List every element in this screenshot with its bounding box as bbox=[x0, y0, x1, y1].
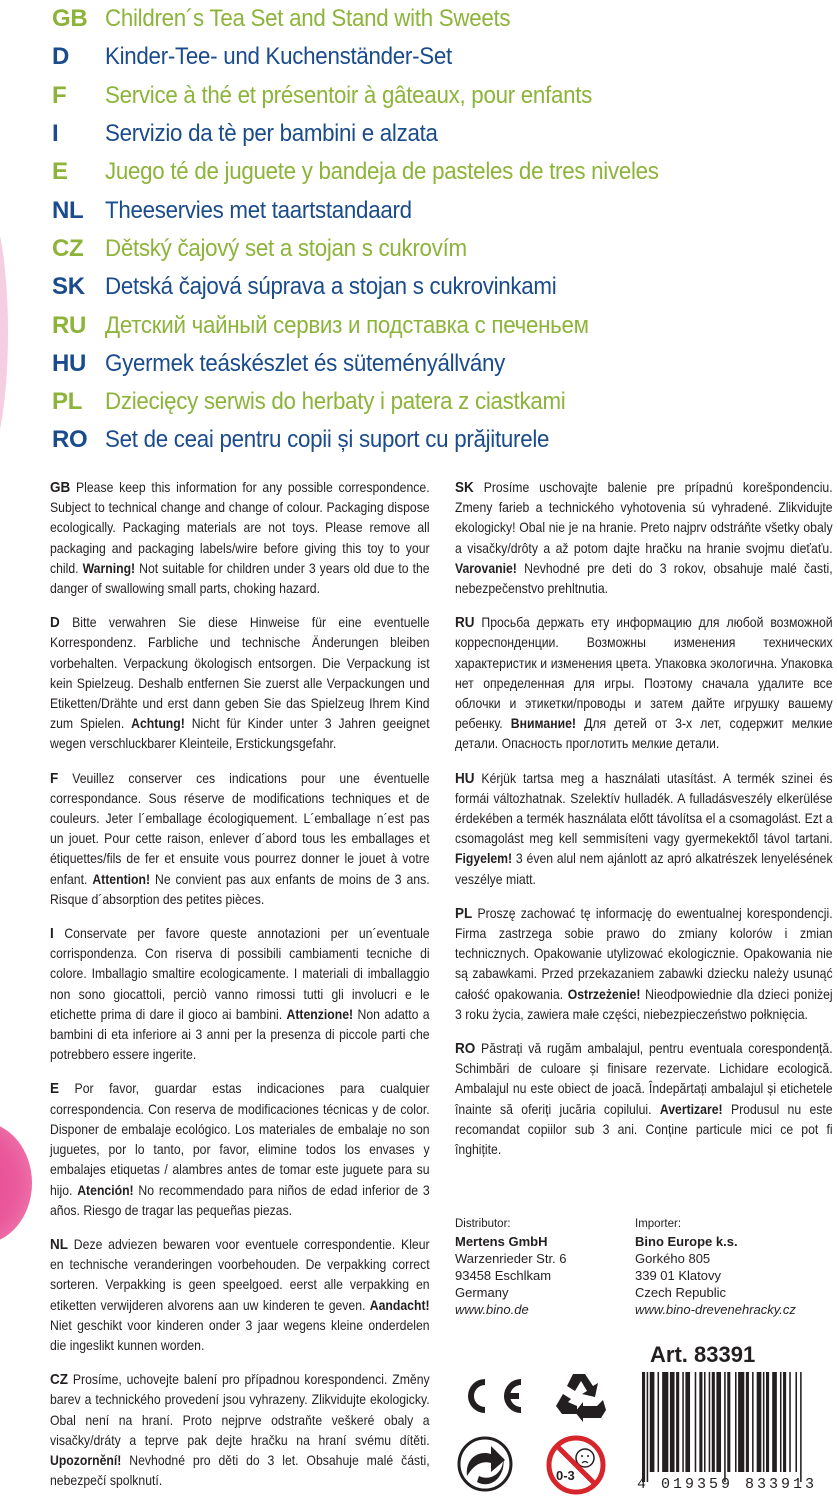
language-code: HU bbox=[52, 349, 87, 377]
notice-text: Păstrați vă rugăm ambalajul, pentru eventuala corespondență. Schimbări de culoare și finisare rezervate. Lichidare ecologică. Ambalajul nu este obiect de joacă. Îndepărtați ambalajul și etichetele înainte să oferiți jucăria copilului. bbox=[455, 1041, 833, 1117]
decorative-pink-shape-bottom bbox=[0, 1122, 32, 1244]
not-for-children-under-3-icon bbox=[545, 1434, 607, 1496]
language-code: GB bbox=[50, 479, 71, 496]
safety-notice-hu bbox=[455, 769, 833, 890]
notice-text: Por favor, guardar estas indicaciones para cualquier correspondencia. Con reserva de modificaciones técnicas y de color. Disponer de embalaje ecológico. Los materiales de embalaje no son juguetes, por lo tanto, por favor, elimine todos los envases y embalajes etiquetas / alambres antes de tomar este juguete para su hijo. bbox=[50, 1081, 430, 1198]
product-title: Juego té de juguete y bandeja de pasteles de tres niveles bbox=[105, 158, 659, 186]
warning-text: 3 éven alul nem ajánlott az apró alkatrészek lenyelésének veszélye miatt. bbox=[455, 851, 833, 887]
notice-text: Deze adviezen bewaren voor eventuele correspondentie. Kleur en technische veranderingen voorbehouden. De verpakking correct sorteren. Verpakking is geen speelgoed. eerst alle verpakking en etiketten verwijderen alvorens aan uw kinderen te geven. bbox=[50, 1236, 430, 1313]
warning-label: Aandacht! bbox=[369, 1297, 430, 1313]
product-title: Детский чайный сервиз и подставка с печеньем bbox=[105, 311, 589, 339]
language-code: D bbox=[52, 43, 70, 71]
title-row-gb bbox=[52, 0, 832, 38]
language-code: PL bbox=[455, 904, 473, 922]
safety-notice-d bbox=[50, 613, 430, 754]
safety-notice-e bbox=[50, 1079, 430, 1220]
language-code: RO bbox=[52, 426, 88, 454]
contact-block bbox=[455, 1216, 835, 1318]
warning-text: Non adatto a bambini di eta inferiore ai 3 anni per la presenza di piccole parti che potrebbero essere ingerite. bbox=[50, 1006, 430, 1063]
title-row-d bbox=[52, 38, 832, 76]
warning-text: Для детей от 3-х лет, содержит мелкие детали. Опасность проглотить мелкие детали. bbox=[455, 716, 833, 752]
importer-label: Importer: bbox=[635, 1218, 682, 1230]
notice-text: Please keep this information for any possible correspondence. Subject to technical change and change of colour. Packaging dispose ecologically. Packaging materials are not toys. Please remove all packaging and packaging labels/wire before giving this toy to your child. bbox=[50, 480, 430, 576]
notice-text: Просьба держать ету информацию для любой возможной корреспонденции. Возможны изменения технических характеристик и изменения цвета. Упаковка экологична. Упаковка нет определенная для игры. Поэтому сначала удалите все облочки и этикетки/проводы и затем дайте игрушку вашему ребенку. bbox=[455, 615, 833, 732]
warning-label: Upozornění! bbox=[50, 1452, 122, 1468]
language-code: F bbox=[50, 769, 59, 787]
warning-label: Varovanie! bbox=[455, 560, 517, 576]
title-row-f bbox=[52, 77, 832, 115]
language-code: E bbox=[50, 1080, 60, 1098]
warning-label: Avertizare! bbox=[659, 1101, 723, 1117]
language-code: CZ bbox=[52, 234, 84, 262]
warning-label: Attention! bbox=[92, 871, 151, 887]
importer-block bbox=[635, 1216, 835, 1318]
notice-text: Prosíme, uchovejte balení pro případnou korespondenci. Změny barev a technického provedení jsou vyhrazeny. Zlikvidujte ekologicky. Obal není na hraní. Proto nejprve odstraňte veškeré obaly a visačky/dráty a teprve pak dejte hračku na hraní svému dítěti. bbox=[50, 1372, 430, 1448]
safety-notices-right-column bbox=[455, 478, 833, 1174]
warning-text: Ne convient pas aux enfants de moins de 3 ans. Risque d´absorption des petites pièces. bbox=[50, 871, 430, 907]
notice-text: Kérjük tartsa meg a használati utasítást. A termék szinei és formái változhatnak. Szelektív hulladék. A fulladásveszély elkerülése érdekében a termék használata előtt távolítsa el a csomagolást. Ezt a csomagolást meg kell semmisíteni vagy gyermekektől távol tartani. bbox=[455, 770, 833, 847]
product-title: Gyermek teáskészlet és süteményállvány bbox=[105, 349, 506, 377]
language-code: I bbox=[50, 925, 54, 943]
ce-mark-icon bbox=[455, 1376, 525, 1416]
product-title: Dětský čajový set a stojan s cukrovím bbox=[105, 234, 467, 262]
importer-city: 339 01 Klatovy bbox=[635, 1268, 722, 1283]
language-code: SK bbox=[52, 273, 85, 301]
notice-text: Bitte verwahren Sie diese Hinweise für eine eventuelle Korrespondenz. Farbliche und technische Änderungen bleiben vorbehalten. Verpackung ökologisch entsorgen. Die Verpackung ist kein Spielzeug. Deshalb entfernen Sie zuerst alle Verpackungen und Etiketten/Drähte und erst dann geben Sie das Spielzeug Ihrem Kind zum Spielen. bbox=[50, 615, 430, 732]
safety-notice-cz bbox=[50, 1370, 430, 1491]
barcode-icon bbox=[640, 1372, 835, 1482]
notice-text: Proszę zachować tę informację do ewentualnej korespondencji. Firma zastrzega sobie prawo do zmiany kolorów i zmian technicznych. Opakowanie utylizować ekologicznie. Opakowania nie są zabawkami. Przed przekazaniem zabawki dziecku należy usunąć całość opakowania. bbox=[455, 905, 833, 1002]
warning-label: Figyelem! bbox=[455, 851, 513, 867]
notice-text: Conservate per favore queste annotazioni per un´eventuale corrispondenza. Con riserva di possibili cambiamenti tecniche di colore. Imballagio smaltire ecologicamente. I materiali di imballaggio non sono giocattoli, perciò vanno rimossi tutti gli involucri e le etichette prima di dare il gioco ai bambini. bbox=[50, 926, 430, 1022]
language-code: RO bbox=[455, 1040, 476, 1058]
warning-text: Not suitable for children under 3 years old due to the danger of swallowing small parts, choking hazard. bbox=[50, 560, 430, 597]
language-code: F bbox=[52, 81, 67, 109]
language-code: NL bbox=[52, 196, 84, 224]
notice-text: Veuillez conserver ces indications pour une éventuelle correspondance. Sous réserve de modifications techniques et de couleurs. Jeter l´emballage écologiquement. L´emballage n´est pas un jouet. Pour cette raison, enlever d´abord tous les emballages et étiquettes/fils de fer et ensuite vous pourrez donner le jouet à votre enfant. bbox=[50, 770, 430, 887]
product-title: Set de ceai pentru copii și suport cu prăjiturele bbox=[105, 426, 550, 454]
language-code: HU bbox=[455, 769, 475, 787]
product-title: Kinder-Tee- und Kuchenständer-Set bbox=[105, 43, 452, 71]
title-row-e bbox=[52, 153, 832, 191]
warning-label: Atención! bbox=[77, 1182, 134, 1198]
language-code: GB bbox=[52, 5, 88, 33]
product-title: Dziecięcy serwis do herbaty i patera z ciastkami bbox=[105, 388, 566, 416]
safety-notice-sk bbox=[455, 478, 833, 599]
distributor-name: Mertens GmbH bbox=[455, 1234, 548, 1249]
product-title: Servizio da tè per bambini e alzata bbox=[105, 120, 438, 148]
safety-notice-gb bbox=[50, 478, 430, 599]
distributor-city: 93458 Eschlkam bbox=[455, 1268, 552, 1283]
article-number: Art. 83391 bbox=[650, 1342, 756, 1367]
title-row-ro bbox=[52, 421, 832, 459]
warning-label: Attenzione! bbox=[286, 1006, 354, 1022]
distributor-url: www.bino.de bbox=[455, 1302, 529, 1317]
certification-symbols bbox=[455, 1370, 625, 1500]
distributor-country: Germany bbox=[455, 1285, 509, 1300]
warning-text: Nevhodné pro děti do 3 let. Obsahuje malé části, nebezpečí spolknutí. bbox=[50, 1452, 430, 1489]
safety-notice-pl bbox=[455, 904, 833, 1025]
title-row-nl bbox=[52, 191, 832, 229]
warning-label: Ostrzeżenie! bbox=[567, 986, 641, 1002]
language-code: SK bbox=[455, 479, 474, 496]
language-code: CZ bbox=[50, 1371, 68, 1389]
importer-name: Bino Europe k.s. bbox=[635, 1234, 738, 1249]
warning-text: Nieodpowiednie dla dzieci poniżej 3 roku życia, zawiera małe części, niebezpieczeństwo połknięcia. bbox=[455, 986, 833, 1022]
warning-label: Achtung! bbox=[131, 716, 185, 732]
product-title: Service à thé et présentoir à gâteaux, pour enfants bbox=[105, 81, 593, 109]
title-row-ru bbox=[52, 306, 832, 344]
title-row-i bbox=[52, 115, 832, 153]
title-row-sk bbox=[52, 268, 832, 306]
product-title: Children´s Tea Set and Stand with Sweets bbox=[105, 5, 511, 33]
safety-notice-ru bbox=[455, 613, 833, 754]
product-title: Theeservies met taartstandaard bbox=[105, 196, 412, 224]
language-code: E bbox=[52, 158, 68, 186]
importer-country: Czech Republic bbox=[635, 1285, 727, 1300]
importer-street: Gorkého 805 bbox=[635, 1251, 711, 1266]
warning-text: No recommendado para niños de edad inferior de 3 años. Riesgo de tragar las pequeñas piezas. bbox=[50, 1182, 430, 1218]
safety-notice-nl bbox=[50, 1235, 430, 1356]
distributor-street: Warzenrieder Str. 6 bbox=[455, 1251, 567, 1266]
safety-notice-ro bbox=[455, 1039, 833, 1160]
language-code: RU bbox=[52, 311, 87, 339]
language-code: PL bbox=[52, 388, 83, 416]
recycle-icon bbox=[553, 1370, 609, 1422]
warning-text: Niet geschikt voor kinderen onder 3 jaar wegens kleine onderdelen die ingeslikt kunnen worden. bbox=[50, 1317, 430, 1353]
distributor-block bbox=[455, 1216, 635, 1318]
warning-label: Warning! bbox=[82, 560, 136, 576]
title-row-pl bbox=[52, 383, 832, 421]
distributor-label: Distributor: bbox=[455, 1218, 511, 1230]
age-label: 0-3 bbox=[556, 1468, 575, 1483]
language-code: D bbox=[50, 614, 60, 632]
product-title-list bbox=[52, 0, 832, 460]
warning-label: Внимание! bbox=[510, 716, 577, 732]
importer-url: www.bino-drevenehracky.cz bbox=[635, 1302, 796, 1317]
warning-text: Nevhodné pre deti do 3 rokov, obsahuje malé časti, nebezpečenstvo prehltnutia. bbox=[455, 560, 833, 597]
decorative-pink-shape-top bbox=[0, 205, 8, 460]
product-title: Detská čajová súprava a stojan s cukrovinkami bbox=[105, 273, 557, 301]
language-code: I bbox=[52, 120, 59, 148]
safety-notice-i bbox=[50, 924, 430, 1065]
barcode-number: 4 019359 833913 bbox=[637, 1476, 818, 1493]
safety-notice-f bbox=[50, 769, 430, 910]
notice-text: Prosíme uschovajte balenie pre prípadnú korešpondenciu. Zmeny farieb a technického vyhotovenia sú vyhradené. Zlikvidujte ekologicky! Obal nie je na hranie. Preto najprv odstráňte všetky obaly a visačky/drôty a až potom dajte hračku na hranie svojmu dieťaťu. bbox=[455, 480, 833, 556]
title-row-cz bbox=[52, 230, 832, 268]
safety-notices-left-column bbox=[50, 478, 430, 1505]
language-code: RU bbox=[455, 614, 475, 632]
language-code: NL bbox=[50, 1235, 68, 1253]
title-row-hu bbox=[52, 345, 832, 383]
green-dot-icon bbox=[457, 1436, 513, 1492]
warning-text: Nicht für Kinder unter 3 Jahren geeignet wegen verschluckbarer Kleinteile, Erstickungsgefahr. bbox=[50, 716, 430, 752]
warning-text: Produsul nu este recomandat copiilor sub 3 ani. Conține particule mici ce pot fi înghițite. bbox=[455, 1101, 833, 1158]
